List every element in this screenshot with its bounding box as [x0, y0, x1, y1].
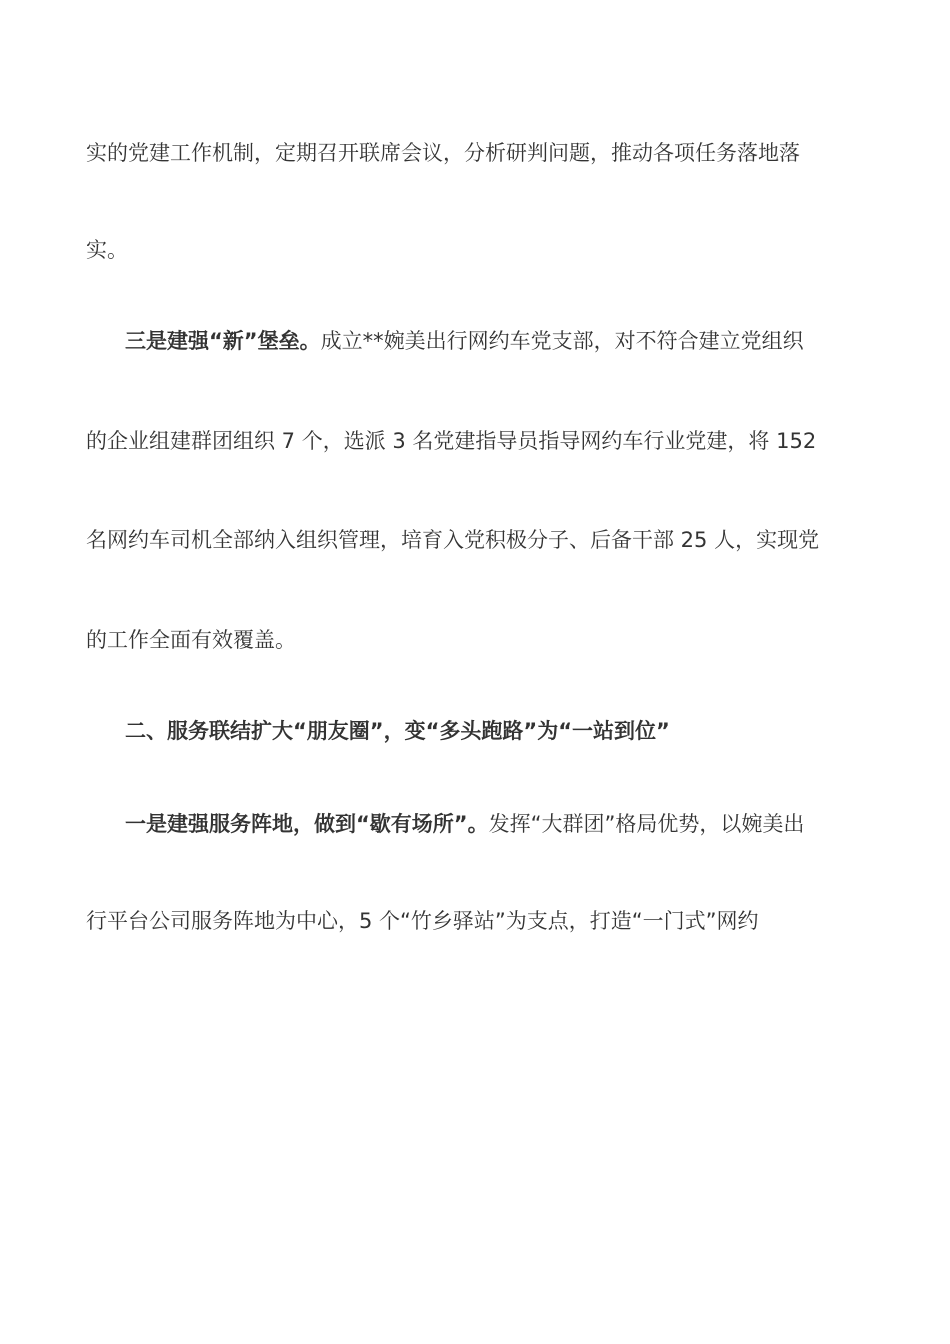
paragraph-line [125, 326, 875, 356]
paragraph-lead-bold: 三是建强“新”堡垒。 [125, 329, 321, 353]
paragraph-line: 行平台公司服务阵地为中心，5 个“竹乡驿站”为支点，打造“一门式”网约 [86, 909, 759, 933]
paragraph-lead-bold: 一是建强服务阵地，做到“歇有场所”。 [125, 812, 489, 836]
paragraph-line: 实。 [86, 238, 128, 262]
paragraph-text: 成立**婉美出行网约车党支部，对不符合建立党组织 [320, 329, 804, 353]
paragraph-line [125, 809, 875, 839]
paragraph-line: 的企业组建群团组织 7 个，选派 3 名党建指导员指导网约车行业党建，将 152 [86, 429, 817, 453]
paragraph-line: 名网约车司机全部纳入组织管理，培育入党积极分子、后备干部 25 人，实现党 [86, 528, 820, 552]
paragraph-line: 的工作全面有效覆盖。 [86, 628, 296, 652]
section-heading: 二、服务联结扩大“朋友圈”，变“多头跑路”为“一站到位” [125, 719, 670, 743]
paragraph-text: 发挥“大群团”格局优势，以婉美出 [488, 812, 805, 836]
paragraph-line: 实的党建工作机制，定期召开联席会议，分析研判问题，推动各项任务落地落 [86, 141, 800, 165]
